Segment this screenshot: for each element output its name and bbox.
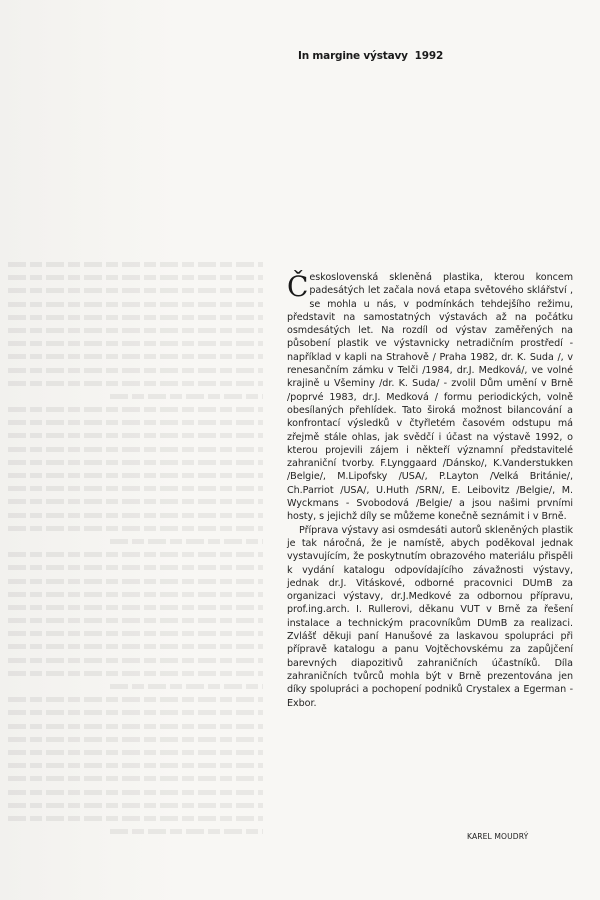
ghost-line <box>8 552 263 557</box>
ghost-line <box>8 526 263 531</box>
ghost-line <box>8 499 263 504</box>
ghost-line <box>8 565 263 570</box>
paragraph-2: Příprava výstavy asi osmdesáti autorů skleněných plastik je tak náročná, že je namístě, abych poděkoval jednak vystavujícím, že poskytnutím obrazového materiálu přispěli k vydání katalogu odpovídajícího závažnosti výstavy, jednak dr.J. Vitáskové, odborné pracovnici DUmB za organizaci výstavy, dr.J.Medkové za odbornou přípravu, prof.ing.arch. I. Rullerovi, děkanu VUT v Brně za řešení instalace a technickým pracovníkům DUmB za realizaci. Zvlášť děkuji paní Hanušové za laskavou spolupráci při přípravě katalogu a panu Vojtěchovskému za zapůjčení barevných diapozitivů zahraničních účastníků. Díla zahraničních tvůrců mohla být v Brně prezentována jen díky spolupráci a pochopení podniků Crystalex a Egerman - Exbor. <box>287 524 573 709</box>
ghost-line <box>8 341 263 346</box>
page-heading: In margine výstavy 1992 <box>298 50 444 62</box>
ghost-line <box>8 763 263 768</box>
ghost-line <box>8 737 263 742</box>
ghost-line <box>8 697 263 702</box>
ghost-line <box>8 368 263 373</box>
ghost-line <box>8 644 263 649</box>
ghost-line <box>8 486 263 491</box>
ghost-line <box>8 288 263 293</box>
ghost-line <box>8 447 263 452</box>
paragraph-1-text: eskoslovenská skleněná plastika, kterou koncem padesátých let začala nová etapa světového sklářství , se mohla u nás, v podmínkách tehdejšího režimu, představit na samostatných výstavách až na počátku osmdesátých let. Na rozdíl od výstav zaměřených na působení plastik ve výstavnicky netradičním prostředí - například v kapli na Strahově / Praha 1982, dr. K. Suda /, v renesančním zámku v Telči /1984, dr.J. Medková/, ve volné krajině u Všeminy /dr. K. Suda/ - zvolil Dům umění v Brně /poprvé 1983, dr.J. Medková / formu periodických, volně obesílaných přehlídek. Tato široká možnost bilancování a konfrontací výsledků v čtyřletém časovém odstupu má zřejmě stále ohlas, jak svědčí i účast na výstavě 1992, o kterou projevili zájem i někteří významní představitelé zahraniční tvorby. F.Lynggaard /Dánsko/, K.Vanderstukken /Belgie/, M.Lipofsky /USA/, P.Layton /Velká Británie/, Ch.Parriot /USA/, U.Huth /SRN/, E. Leibovitz /Belgie/, M. Wyckmans - Svobodová /Belgie/ a jsou našimi prvními hosty, s jejichž díly se můžeme konečně seznámit i v Brně. <box>287 272 573 523</box>
ghost-line <box>110 394 263 399</box>
ghost-line <box>8 790 263 795</box>
ghost-line <box>110 684 263 689</box>
ghost-line <box>8 420 263 425</box>
ghost-line <box>8 433 263 438</box>
paragraph-1 <box>287 271 573 524</box>
ghost-line <box>8 671 263 676</box>
ghost-line <box>8 262 263 267</box>
ghost-line <box>8 328 263 333</box>
ghost-line <box>8 750 263 755</box>
ghost-line <box>8 724 263 729</box>
ghost-line <box>8 579 263 584</box>
ghost-line <box>8 381 263 386</box>
ghost-line <box>8 776 263 781</box>
ghost-line <box>8 407 263 412</box>
ghost-line <box>110 539 263 544</box>
ghost-line <box>8 631 263 636</box>
ghost-line <box>8 710 263 715</box>
ghost-line <box>8 315 263 320</box>
ghost-line <box>8 275 263 280</box>
ghost-line <box>8 513 263 518</box>
ghost-line <box>8 460 263 465</box>
ghost-line <box>8 473 263 478</box>
ghost-line <box>8 803 263 808</box>
ghost-line <box>8 592 263 597</box>
ghost-line <box>8 302 263 307</box>
author-signature: KAREL MOUDRÝ <box>467 832 529 841</box>
article-body <box>287 271 573 710</box>
show-through-text <box>8 262 263 842</box>
ghost-line <box>8 354 263 359</box>
ghost-line <box>8 658 263 663</box>
ghost-line <box>8 605 263 610</box>
ghost-line <box>8 816 263 821</box>
ghost-line <box>8 618 263 623</box>
drop-cap: Č <box>287 270 309 303</box>
ghost-line <box>110 829 263 834</box>
